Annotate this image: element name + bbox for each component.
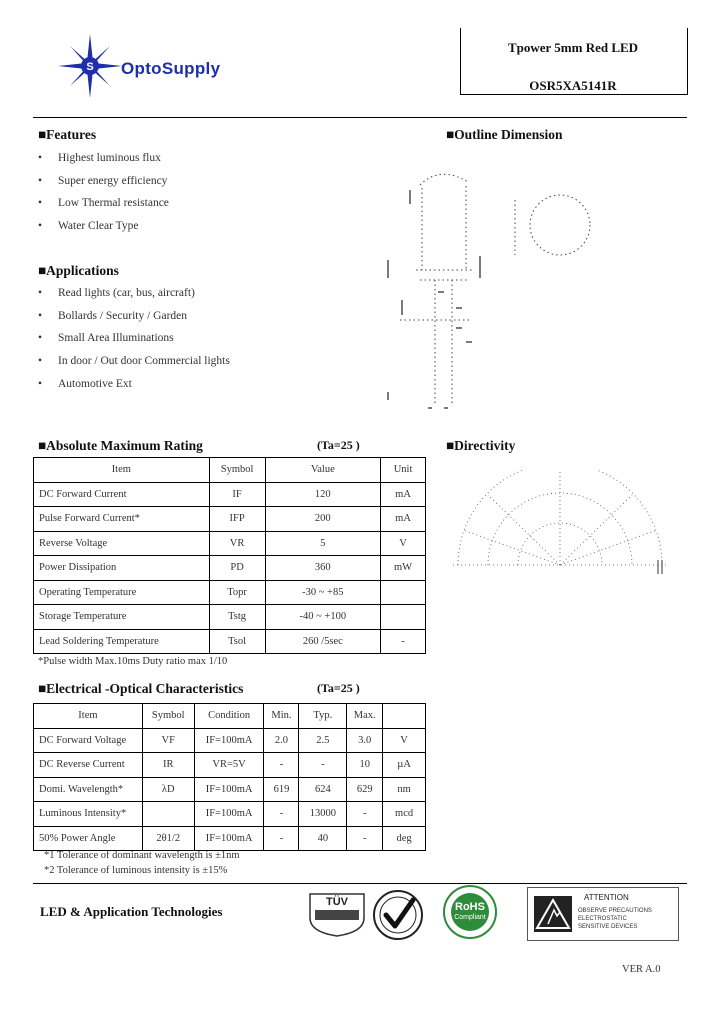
list-item: • Water Clear Type	[38, 220, 139, 233]
header-divider	[33, 117, 687, 118]
attention-line-2: ELECTROSTATIC	[578, 916, 627, 922]
svg-text:S: S	[86, 61, 94, 73]
table-row: Lead Soldering Temperature Tsol 260 /5sec -	[34, 629, 426, 654]
table-row: DC Forward Current IF 120 mA	[34, 482, 426, 507]
list-item: • Bollards / Security / Garden	[38, 309, 188, 322]
list-item: • In door / Out door Commercial lights	[38, 355, 230, 368]
table-row: Power Dissipation PD 360 mW	[34, 556, 426, 581]
list-item: • Read lights (car, bus, aircraft)	[38, 287, 195, 299]
table-row: Domi. Wavelength* λD IF=100mA 619 624 629 nm	[34, 777, 426, 802]
directivity-chart	[448, 470, 673, 580]
product-title: Tpower 5mm Red LED	[507, 40, 639, 55]
abs-max-note: *Pulse width Max.10ms Duty ratio max 1/10	[38, 656, 228, 667]
esd-attention-badge	[527, 887, 679, 941]
electrical-note-1: *1 Tolerance of dominant wavelength is ±1nm	[44, 850, 240, 861]
logo-text: OptoSupply	[121, 59, 221, 78]
electrical-heading: ■Electrical -Optical Characteristics	[38, 681, 244, 696]
table-row: Reverse Voltage VR 5 V	[34, 531, 426, 556]
list-item: • Small Area Illuminations	[38, 332, 174, 345]
version-label: VER A.0	[622, 964, 661, 975]
table-row: Pulse Forward Current* IFP 200 mA	[34, 507, 426, 532]
table-header-row: Item Symbol Condition Min. Typ. Max.	[34, 704, 426, 729]
features-heading: ■Features	[38, 127, 97, 142]
list-item: • Low Thermal resistance	[38, 197, 169, 210]
quality-check-icon	[371, 888, 425, 942]
list-item: • Super energy efficiency	[38, 174, 168, 187]
footer-divider	[33, 883, 687, 884]
attention-line-3: SENSITIVE DEVICES	[578, 924, 638, 930]
part-number: OSR5XA5141R	[529, 78, 617, 93]
features-list	[38, 147, 169, 238]
table-row: DC Reverse Current IR VR=5V - - 10 µA	[34, 753, 426, 778]
electrical-condition: (Ta=25 )	[317, 681, 360, 695]
table-row: 50% Power Angle 2θ1/2 IF=100mA - 40 - deg	[34, 826, 426, 851]
attention-title: ATTENTION	[584, 893, 629, 902]
abs-max-condition: (Ta=25 )	[317, 438, 360, 452]
table-row: Operating Temperature Topr -30 ~ +85	[34, 580, 426, 605]
abs-max-heading: ■Absolute Maximum Rating	[38, 438, 203, 453]
rohs-badge	[436, 884, 504, 940]
table-header-row: Item Symbol Value Unit	[34, 458, 426, 483]
tuv-badge	[306, 890, 368, 938]
esd-warning-icon	[534, 896, 572, 932]
list-item: • Highest luminous flux	[38, 152, 161, 164]
list-item: • Automotive Ext	[38, 377, 132, 390]
directivity-heading: ■Directivity	[446, 438, 516, 453]
esd-icon-box	[534, 896, 572, 932]
electrical-table	[33, 703, 426, 851]
rohs-label: RoHS	[455, 901, 485, 913]
outline-drawing	[380, 160, 620, 415]
tuv-label: TÜV	[326, 896, 348, 908]
electrical-note-2: *2 Tolerance of luminous intensity is ±15%	[44, 865, 228, 876]
table-row: DC Forward Voltage VF IF=100mA 2.0 2.5 3.0 V	[34, 728, 426, 753]
table-row: Luminous Intensity* IF=100mA - 13000 - mcd	[34, 802, 426, 827]
table-row: Storage Temperature Tstg -40 ~ +100	[34, 605, 426, 630]
attention-line-1: OBSERVE PRECAUTIONS	[578, 908, 652, 914]
outline-heading: ■Outline Dimension	[446, 127, 563, 142]
logo-star-icon	[58, 34, 122, 98]
abs-max-table	[33, 457, 426, 654]
rohs-sub: Compliant	[454, 914, 486, 921]
applications-heading: ■Applications	[38, 263, 119, 278]
applications-list	[38, 282, 230, 396]
company-name: LED & Application Technologies	[40, 904, 223, 919]
